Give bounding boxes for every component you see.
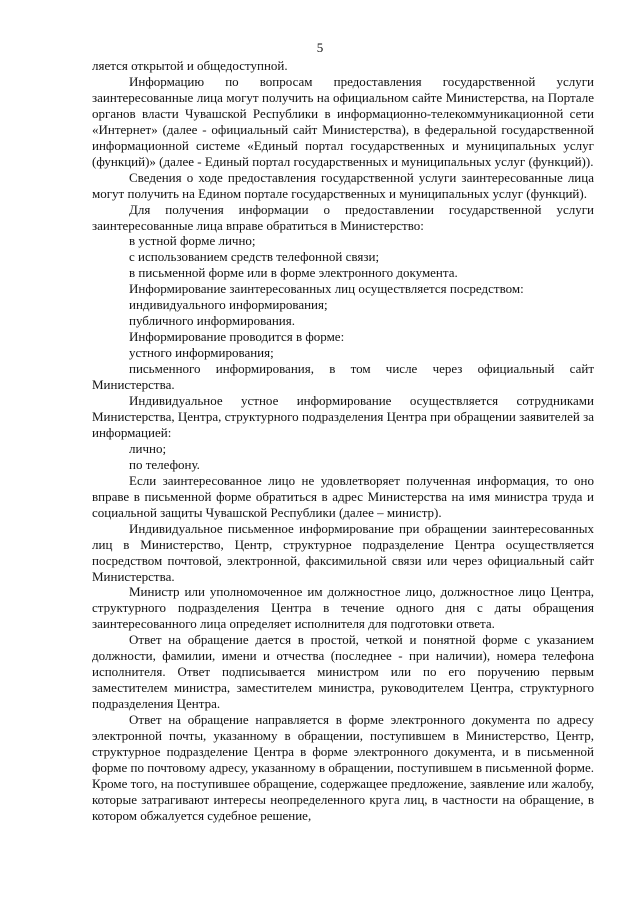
paragraph: Сведения о ходе предоставления государственной услуги заинтересованные лица могут получить на Едином портале государственных и муниципальных услуг (функций). — [92, 169, 594, 201]
list-item: в письменной форме или в форме электронного документа. — [129, 265, 458, 281]
list-item: в устной форме лично; — [129, 233, 256, 249]
paragraph: ляется открытой и общедоступной. — [92, 58, 288, 73]
paragraph: Информирование проводится в форме: — [129, 329, 345, 345]
paragraph: Информацию по вопросам предоставления государственной услуги заинтересованные лица могут получить на официальном сайте Министерства, на Портале органов власти Чувашской Республики в информационно-телекоммуникационной сети «Интернет» (далее - официальный сайт Министерства), в федеральной государственной информационной системе «Единый портал государственных и муниципальных услуг (функций)» (далее - Единый портал государственных и муниципальных услуг (функций)). — [92, 73, 594, 169]
paragraph: Для получения информации о предоставлении государственной услуги заинтересованные лица вправе обратиться в Министерство: — [92, 201, 594, 233]
list-item: индивидуального информирования; — [129, 297, 328, 313]
list-item: устного информирования; — [129, 345, 274, 361]
list-item: публичного информирования. — [129, 313, 295, 329]
paragraph: Ответ на обращение направляется в форме электронного документа по адресу электронной почты, указанному в обращении, поступившем в Министерство, Центр, структурное подразделение Центра в форме электронного документа, и в письменной форме по почтовому адресу, указанному в обращении, поступившем в письменной форме. Кроме того, на поступившее обращение, содержащее предложение, заявление или жалобу, которые затрагивают интересы неопределенного круга лиц, в частности на обращение, в котором обжалуется судебное решение, — [92, 712, 594, 823]
list-item: письменного информирования, в том числе через официальный сайт Министерства. — [92, 361, 594, 393]
paragraph: Информирование заинтересованных лиц осуществляется посредством: — [129, 281, 524, 297]
list-item: лично; — [129, 440, 167, 456]
list-item: с использованием средств телефонной связи; — [129, 249, 380, 265]
paragraph: Министр или уполномоченное им должностное лицо, должностное лицо Центра, структурного подразделения Центра в течение одного дня с даты обращения заинтересованного лица определяет исполнителя для подготовки ответа. — [92, 584, 594, 632]
body-text — [92, 58, 594, 824]
paragraph: Ответ на обращение дается в простой, четкой и понятной форме с указанием должности, фамилии, имени и отчества (последнее - при наличии), номера телефона исполнителя. Ответ подписывается министром или по его поручению первым заместителем министра, заместителем министра, руководителем Центра, структурного подразделения Центра. — [92, 632, 594, 712]
list-item: по телефону. — [129, 456, 200, 472]
paragraph: Индивидуальное устное информирование осуществляется сотрудниками Министерства, Центра, структурного подразделения Центра при обращении заявителей за информацией: — [92, 393, 594, 440]
paragraph: Если заинтересованное лицо не удовлетворяет полученная информация, то оно вправе в письменной форме обратиться в адрес Министерства на имя министра труда и социальной защиты Чувашской Республики (далее – министр). — [92, 472, 594, 520]
page-number: 5 — [316, 40, 324, 55]
paragraph: Индивидуальное письменное информирование при обращении заинтересованных лиц в Министерство, Центр, структурное подразделение Центра осуществляется посредством почтовой, электронной, факсимильной связи или через официальный сайт Министерства. — [92, 520, 594, 584]
